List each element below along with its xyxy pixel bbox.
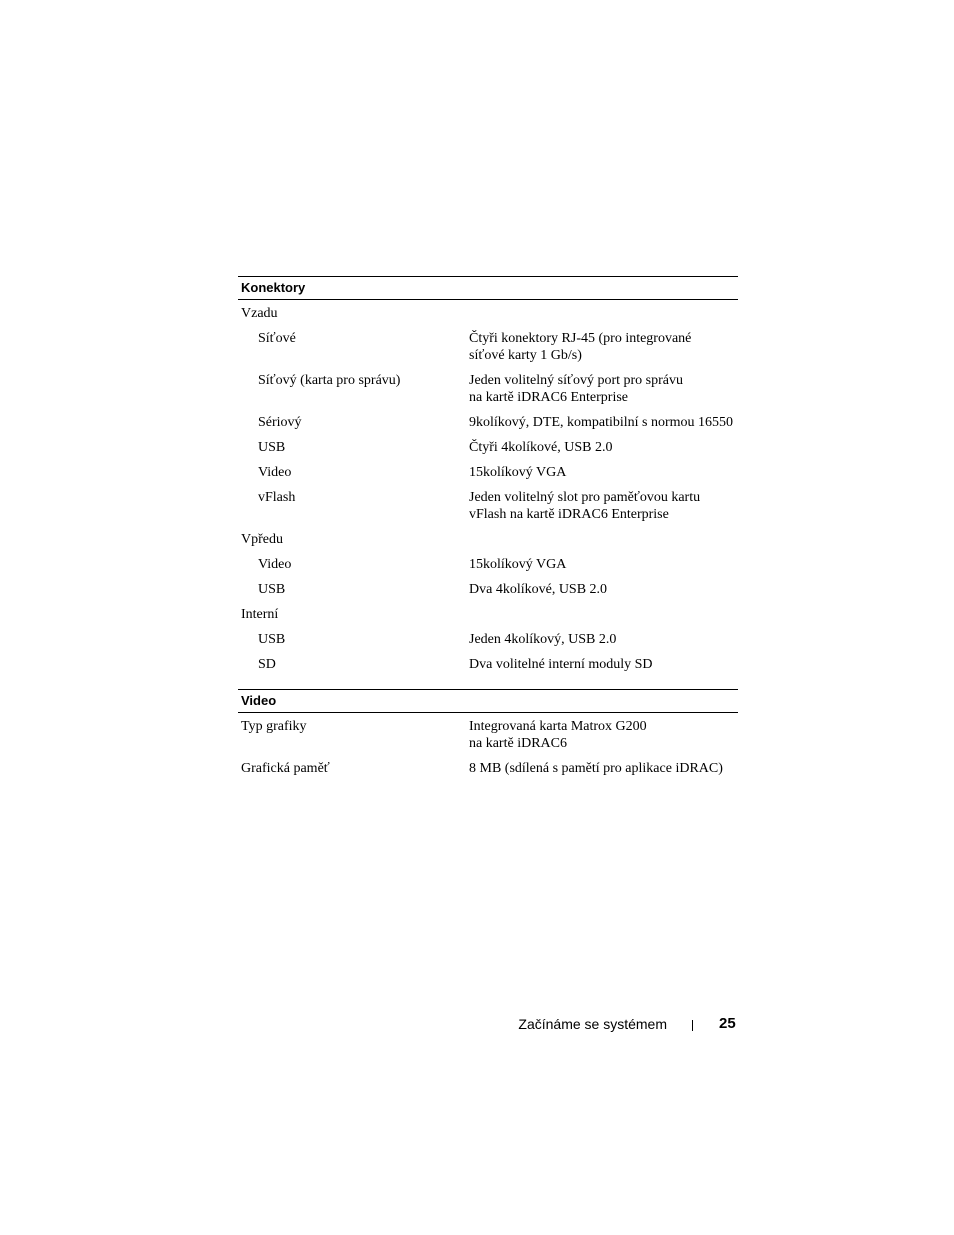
row-value xyxy=(469,760,738,777)
konektory-header: Konektory xyxy=(238,276,738,300)
row-value xyxy=(469,556,738,573)
page-footer xyxy=(0,1014,954,1034)
table-row xyxy=(238,485,738,527)
row-value-line: vFlash na kartě iDRAC6 Enterprise xyxy=(469,507,669,522)
row-label: USB xyxy=(258,440,286,455)
video-table xyxy=(238,689,738,781)
row-value-line: na kartě iDRAC6 Enterprise xyxy=(469,390,629,405)
row-value xyxy=(469,330,738,364)
footer-separator xyxy=(692,1020,693,1031)
table-row xyxy=(238,301,738,326)
row-value-line: Jeden volitelný slot pro paměťovou kartu xyxy=(469,490,701,505)
row-value xyxy=(469,606,738,623)
table-row xyxy=(238,714,738,756)
row-value-line: Jeden 4kolíkový, USB 2.0 xyxy=(469,632,617,647)
row-value-line: 15kolíkový VGA xyxy=(469,557,567,572)
row-value xyxy=(469,656,738,673)
row-value-line: Čtyři konektory RJ-45 (pro integrované xyxy=(469,331,692,346)
table-row xyxy=(238,577,738,602)
row-value xyxy=(469,581,738,598)
row-label: vFlash xyxy=(258,490,296,505)
row-label: SD xyxy=(258,657,276,672)
row-value xyxy=(469,414,738,431)
row-value-line: Dva volitelné interní moduly SD xyxy=(469,657,653,672)
table-row xyxy=(238,627,738,652)
row-value xyxy=(469,718,738,752)
table-row xyxy=(238,552,738,577)
row-value xyxy=(469,305,738,322)
row-label: Video xyxy=(258,465,292,480)
table-row xyxy=(238,326,738,368)
row-label: Video xyxy=(258,557,292,572)
page-number: 25 xyxy=(719,1015,736,1032)
row-label: USB xyxy=(258,632,286,647)
table-row xyxy=(238,410,738,435)
row-label: Typ grafiky xyxy=(241,719,307,734)
row-value-line: síťové karty 1 Gb/s) xyxy=(469,348,582,363)
video-header: Video xyxy=(238,689,738,713)
row-value xyxy=(469,631,738,648)
row-value-line: 8 MB (sdílená s pamětí pro aplikace iDRAC) xyxy=(469,761,723,776)
row-value xyxy=(469,372,738,406)
row-label: Vzadu xyxy=(241,306,278,321)
row-value-line: 15kolíkový VGA xyxy=(469,465,567,480)
row-value xyxy=(469,439,738,456)
row-value xyxy=(469,464,738,481)
table-row xyxy=(238,756,738,781)
table-row xyxy=(238,602,738,627)
row-label: Síťový (karta pro správu) xyxy=(258,373,401,388)
row-label: Interní xyxy=(241,607,279,622)
row-value xyxy=(469,531,738,548)
table-row xyxy=(238,435,738,460)
row-value-line: 9kolíkový, DTE, kompatibilní s normou 16550 xyxy=(469,415,734,430)
row-value-line: Integrovaná karta Matrox G200 xyxy=(469,719,647,734)
row-label: Síťové xyxy=(258,331,296,346)
row-label: Vpředu xyxy=(241,532,283,547)
row-value xyxy=(469,489,738,523)
table-row xyxy=(238,368,738,410)
row-value-line: na kartě iDRAC6 xyxy=(469,736,567,751)
row-value-line: Dva 4kolíkové, USB 2.0 xyxy=(469,582,608,597)
row-label: USB xyxy=(258,582,286,597)
table-row xyxy=(238,460,738,485)
konektory-table xyxy=(238,276,738,677)
row-label: Grafická paměť xyxy=(241,761,330,776)
table-row xyxy=(238,527,738,552)
footer-title: Začínáme se systémem xyxy=(518,1016,667,1032)
row-label: Sériový xyxy=(258,415,302,430)
table-row xyxy=(238,652,738,677)
row-value-line: Čtyři 4kolíkové, USB 2.0 xyxy=(469,440,613,455)
row-value-line: Jeden volitelný síťový port pro správu xyxy=(469,373,684,388)
